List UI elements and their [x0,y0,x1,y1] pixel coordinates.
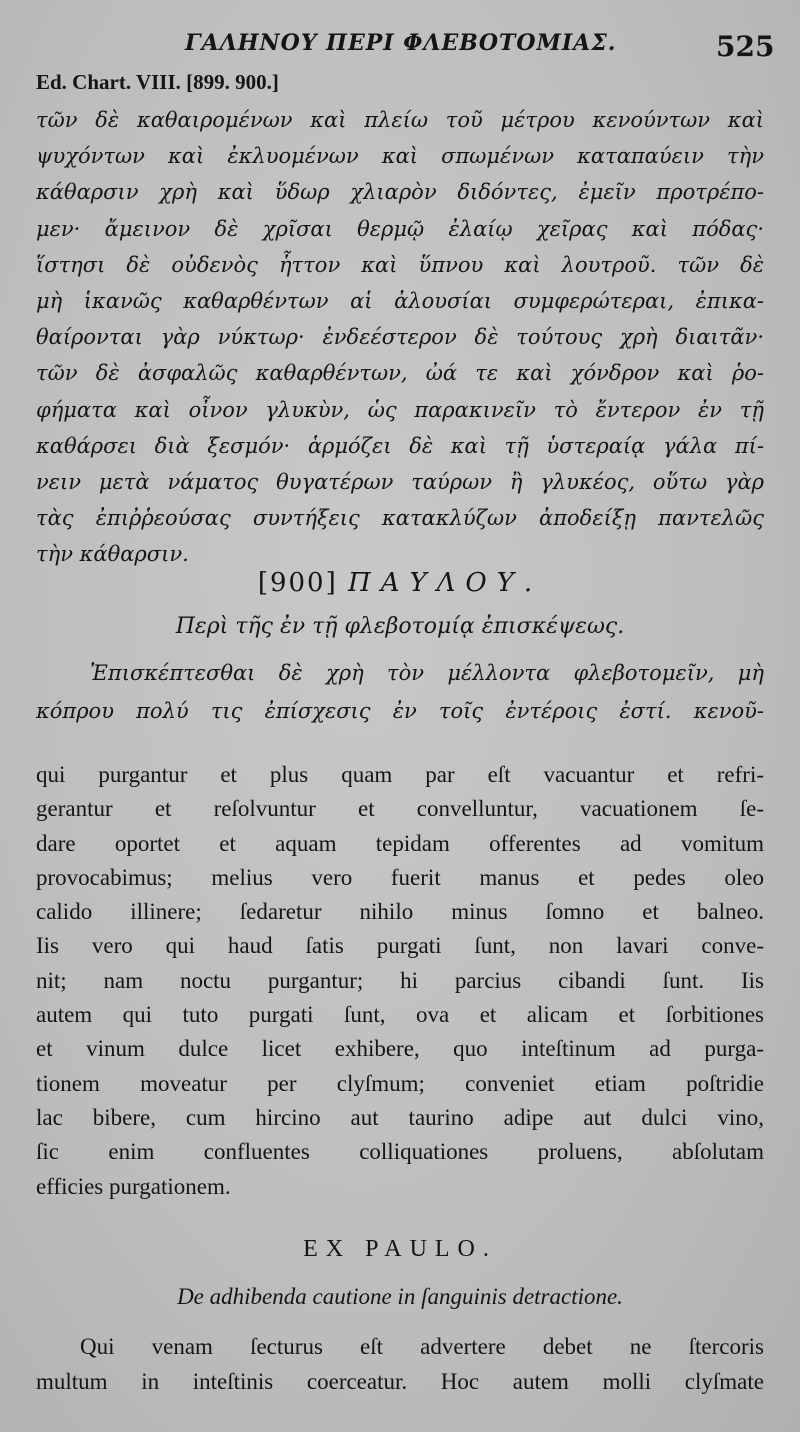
text-line: efficies purgationem. [36,1173,231,1199]
text-line: τὰς ἐπιῤῥεούσας συντήξεις κατακλύζων ἀποδείξῃ παντελῶς [36,506,764,531]
text-line: dare oportet et aquam tepidam offerentes ad vomitum [36,830,764,856]
text-line: ψυχόντων καὶ ἐκλυομένων καὶ σπωμένων καταπαύειν τὴν [36,144,764,169]
section-number: [900] [257,568,338,598]
text-line: lac bibere, cum hircino aut taurino adipe aut dulci vino, [36,1104,764,1130]
text-line: multum in inteſtinis coerceatur. Hoc autem molli clyſmate [36,1368,764,1394]
greek-section-heading [0,568,800,598]
text-line: κόπρου πολύ τις ἐπίσχεσις ἐν τοῖς ἐντέροις ἐστί. κενοῦ- [36,699,764,723]
latin-section-heading: EX PAULO. [303,1236,497,1262]
text-line: autem qui tuto purgati ſunt, ova et alicam et ſorbitiones [36,1002,764,1028]
text-line: καθάρσει διὰ ξεσμόν· ἁρμόζει δὲ καὶ τῇ ὑστεραίᾳ γάλα πί- [36,433,764,458]
text-line: τῶν δὲ καθαιρομένων καὶ πλείω τοῦ μέτρου κενούντων καὶ [36,108,764,132]
text-line: Qui venam ſecturus eſt advertere debet ne ſtercoris [80,1334,764,1359]
text-line: μὴ ἱκανῶς καθαρθέντων αἱ ἀλουσίαι συμφερώτεραι, ἐπικα- [36,289,764,314]
text-line: Ἐπισκέπτεσθαι δὲ χρὴ τὸν μέλλοντα φλεβοτομεῖν, μὴ [90,661,764,685]
latin-paragraph-2 [36,1330,764,1399]
text-line: calido illinere; ſedaretur nihilo minus ſomno et balneo. [36,899,764,925]
text-line: gerantur et reſolvuntur et convelluntur, vacuationem ſe- [36,796,764,822]
text-line: ἵστησι δὲ οὐδενὸς ἧττον καὶ ὕπνου καὶ λουτροῦ. τῶν δὲ [36,252,764,277]
text-line: tionem moveatur per clyſmum; conveniet etiam poſtridie [36,1070,764,1096]
greek-section-subtitle: Περὶ τῆς ἐν τῇ φλεβοτομίᾳ ἐπισκέψεως. [175,614,625,639]
text-line: qui purgantur et plus quam par eſt vacuantur et refri- [36,762,764,787]
page-number: 525 [716,30,775,63]
section-title: ΠΑΥΛΟΥ. [348,568,543,598]
text-line: θαίρονται γὰρ νύκτωρ· ἐνδεέστερον δὲ τούτους χρὴ διαιτᾶν· [36,325,764,350]
text-line: ſic enim confluentes colliquationes proluens, abſolutam [36,1139,764,1165]
edition-reference: Ed. Chart. VIII. [899. 900.] [36,70,279,94]
text-line: μεν· ἄμεινον δὲ χρῖσαι θερμῷ ἐλαίῳ χεῖρας καὶ πόδας· [36,216,764,241]
text-line: κάθαρσιν χρὴ καὶ ὕδωρ χλιαρὸν διδόντες, ἐμεῖν προτρέπο- [36,180,764,205]
greek-paragraph-2 [36,654,764,730]
text-line: τῶν δὲ ἀσφαλῶς καθαρθέντων, ὠά τε καὶ χόνδρον καὶ ῥο- [36,361,764,386]
greek-paragraph [36,102,764,573]
text-line: provocabimus; melius vero fuerit manus et pedes oleo [36,864,764,890]
running-title: ΓΑΛΗΝΟΥ ΠΕΡΙ ΦΛΕΒΟΤΟΜΙΑΣ. [185,30,617,56]
text-line: φήματα καὶ οἶνον γλυκὺν, ὡς παρακινεῖν τὸ ἔντερον ἐν τῇ [36,397,764,422]
text-line: τὴν κάθαρσιν. [36,542,189,567]
latin-section-subtitle: De adhibenda cautione in ſanguinis detractione. [177,1284,623,1309]
latin-paragraph [36,758,764,1204]
text-line: et vinum dulce licet exhibere, quo inteſtinum ad purga- [36,1036,764,1062]
text-line: Iis vero qui haud ſatis purgati ſunt, non lavari conve- [36,933,764,959]
text-line: νειν μετὰ νάματος θυγατέρων ταύρων ἢ γλυκέος, οὕτω γὰρ [36,470,764,495]
text-line: nit; nam noctu purgantur; hi parcius cibandi ſunt. Iis [36,967,764,993]
